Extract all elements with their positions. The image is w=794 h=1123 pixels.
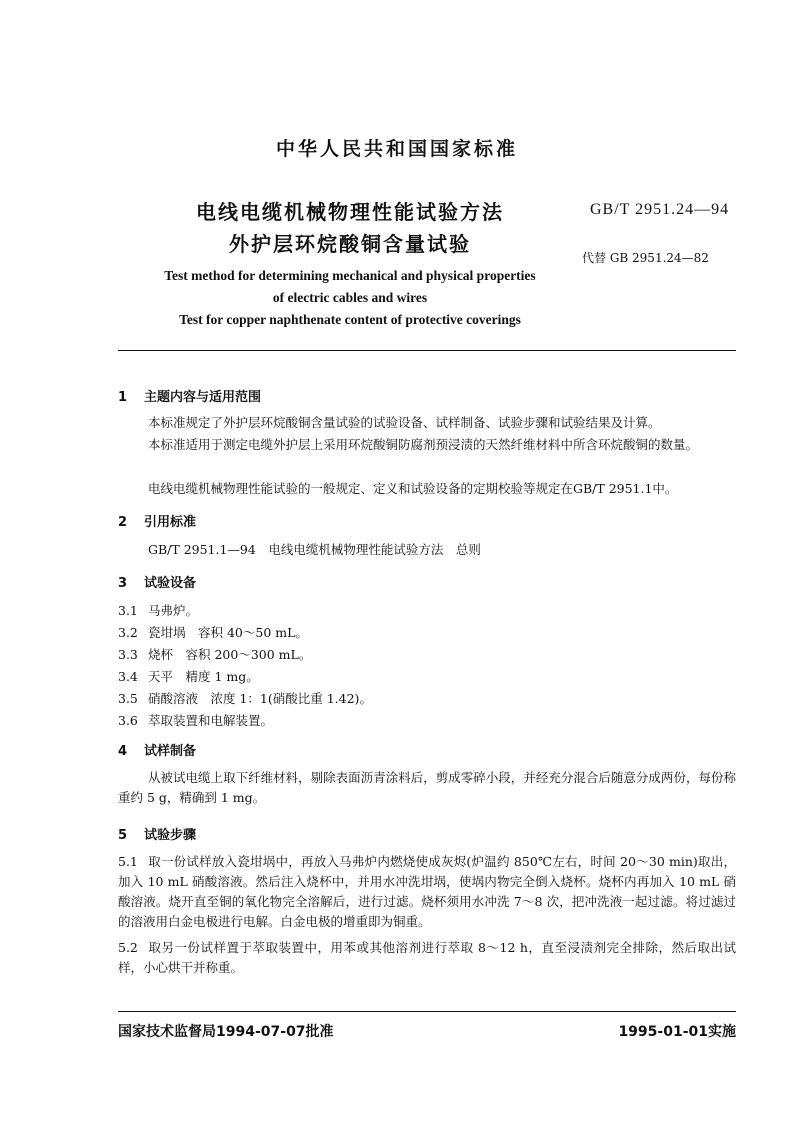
item-number: 3.5 xyxy=(118,691,138,706)
section-1-paragraph-2: 本标准适用于测定电缆外护层上采用环烷酸铜防腐剂预浸渍的天然纤维材料中所含环烷酸铜的数量。 xyxy=(148,437,699,452)
section-1-heading xyxy=(118,386,261,405)
approval-date: 国家技术监督局1994-07-07批准 xyxy=(118,1024,334,1040)
item-number: 5.1 xyxy=(118,854,138,869)
standard-number: GB/T 2951.24—94 xyxy=(590,201,730,218)
section-5-title: 试验步骤 xyxy=(144,828,197,843)
section-4-paragraph: 从被试电缆上取下纤维材料，剔除表面沥青涂料后，剪成零碎小段，并经充分混合后随意分成两份，每份称重约 5 g，精确到 1 mg。 xyxy=(118,770,736,805)
national-standard-heading: 中华人民共和国国家标准 xyxy=(275,138,518,160)
chinese-title-line-1: 电线电缆机械物理性能试验方法 xyxy=(196,200,504,224)
item-text: 取另一份试样置于萃取装置中，用苯或其他溶剂进行萃取 8～12 h，直至浸渍剂完全排除，然后取出试样，小心烘干并称重。 xyxy=(118,940,736,975)
section-4-title: 试样制备 xyxy=(144,744,197,759)
section-3-title: 试验设备 xyxy=(144,576,197,591)
section-4-number: 4 xyxy=(118,744,128,759)
list-item xyxy=(118,711,736,731)
list-item xyxy=(118,852,736,932)
replaces-standard: 代替 GB 2951.24—82 xyxy=(582,251,709,265)
section-5-number: 5 xyxy=(118,828,128,843)
item-number: 3.2 xyxy=(118,625,138,640)
item-text: 萃取装置和电解装置。 xyxy=(148,713,274,728)
section-2-heading xyxy=(118,511,196,530)
section-1-number: 1 xyxy=(118,390,128,405)
section-1-title: 主题内容与适用范围 xyxy=(144,390,262,405)
section-1-paragraph-3: 电线电缆机械物理性能试验的一般规定、定义和试验设备的定期校验等规定在GB/T 2951.1中。 xyxy=(148,481,678,496)
item-text: 马弗炉。 xyxy=(148,603,199,618)
english-title-line-1: Test method for determining mechanical and physical properties xyxy=(164,268,536,283)
list-item xyxy=(118,645,736,665)
english-title-line-2: of electric cables and wires xyxy=(272,290,428,305)
section-2-title: 引用标准 xyxy=(144,515,197,530)
section-4-heading xyxy=(118,740,196,759)
list-item xyxy=(118,667,736,687)
item-text: 瓷坩埚 容积 40～50 mL。 xyxy=(148,625,308,640)
item-text: 取一份试样放入瓷坩埚中，再放入马弗炉内燃烧使成灰烬(炉温约 850℃左右，时间 20～30 min)取出，加入 10 mL 硝酸溶液。然后注入烧杯中，并用水冲洗坩埚，使埚内物完全倒入烧杯。烧杯内再加入 10 mL 硝酸溶液。烧开直至铜的氧化物完全溶解后，进行过滤。烧杯须用水冲洗 7～8 次，把冲洗液一起过滤。将过滤过的溶液用白金电极进行电解。白金电极的增重即为铜重。 xyxy=(118,854,736,929)
section-1-paragraph-1: 本标准规定了外护层环烷酸铜含量试验的试验设备、试样制备、试验步骤和试验结果及计算。 xyxy=(148,415,661,430)
item-number: 3.4 xyxy=(118,669,138,684)
section-5-heading xyxy=(118,824,196,843)
item-number: 3.1 xyxy=(118,603,138,618)
list-item xyxy=(118,938,736,978)
item-text: 天平 精度 1 mg。 xyxy=(148,669,259,684)
item-text: 烧杯 容积 200～300 mL。 xyxy=(148,647,312,662)
section-2-number: 2 xyxy=(118,515,128,530)
list-item xyxy=(118,601,736,621)
item-number: 5.2 xyxy=(118,940,138,955)
section-3-heading xyxy=(118,572,196,591)
item-number: 3.6 xyxy=(118,713,138,728)
english-title-line-3: Test for copper naphthenate content of protective coverings xyxy=(179,312,521,327)
section-2-reference: GB/T 2951.1—94 电线电缆机械物理性能试验方法 总则 xyxy=(148,542,481,557)
list-item xyxy=(118,623,736,643)
implementation-date: 1995-01-01实施 xyxy=(618,1024,736,1040)
footer-divider xyxy=(118,1011,736,1012)
chinese-title-line-2: 外护层环烷酸铜含量试验 xyxy=(229,232,471,256)
list-item xyxy=(118,689,736,709)
header-divider xyxy=(118,350,736,351)
section-3-number: 3 xyxy=(118,576,128,591)
item-text: 硝酸溶液 浓度 1：1(硝酸比重 1.42)。 xyxy=(148,691,372,706)
item-number: 3.3 xyxy=(118,647,138,662)
